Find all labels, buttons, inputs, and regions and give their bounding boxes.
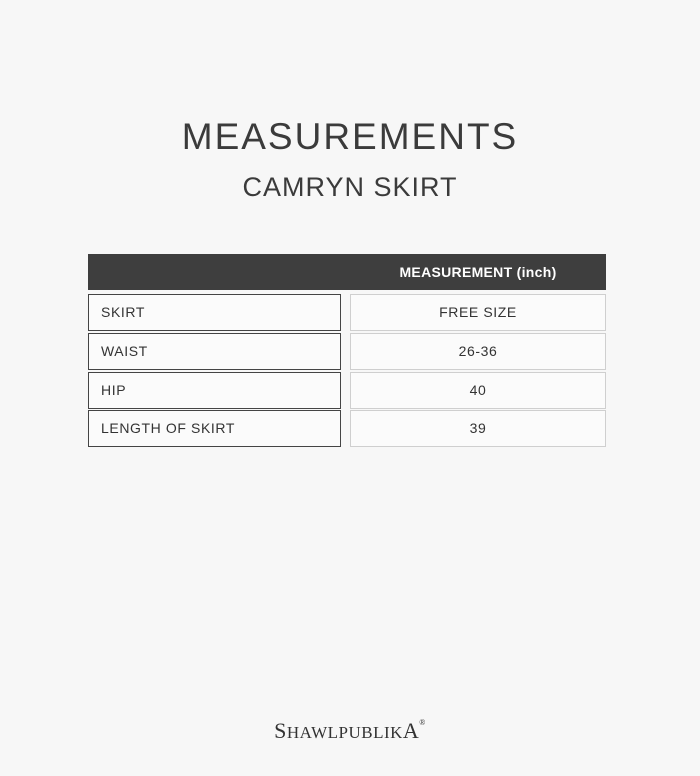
table-row-value: 40: [350, 372, 606, 409]
page-title: MEASUREMENTS: [181, 116, 519, 157]
table-row-label: WAIST: [88, 333, 341, 370]
product-name: CAMRYN SKIRT: [242, 172, 458, 202]
table-header-label: MEASUREMENT (inch): [399, 264, 557, 280]
table-row-label: HIP: [88, 372, 341, 409]
table-row-value: 39: [350, 410, 606, 447]
table-row-value: FREE SIZE: [350, 294, 606, 331]
brand-logo-last-letter: A: [402, 718, 420, 743]
registered-mark: ®: [419, 718, 426, 727]
brand-logo-middle: HAWLPUBLIK: [286, 723, 403, 742]
table-row-value: 26-36: [350, 333, 606, 370]
brand-logo: [0, 718, 700, 744]
brand-logo-first-letter: S: [274, 718, 287, 743]
table-row-label: LENGTH OF SKIRT: [88, 410, 341, 447]
table-row-label: SKIRT: [88, 294, 341, 331]
